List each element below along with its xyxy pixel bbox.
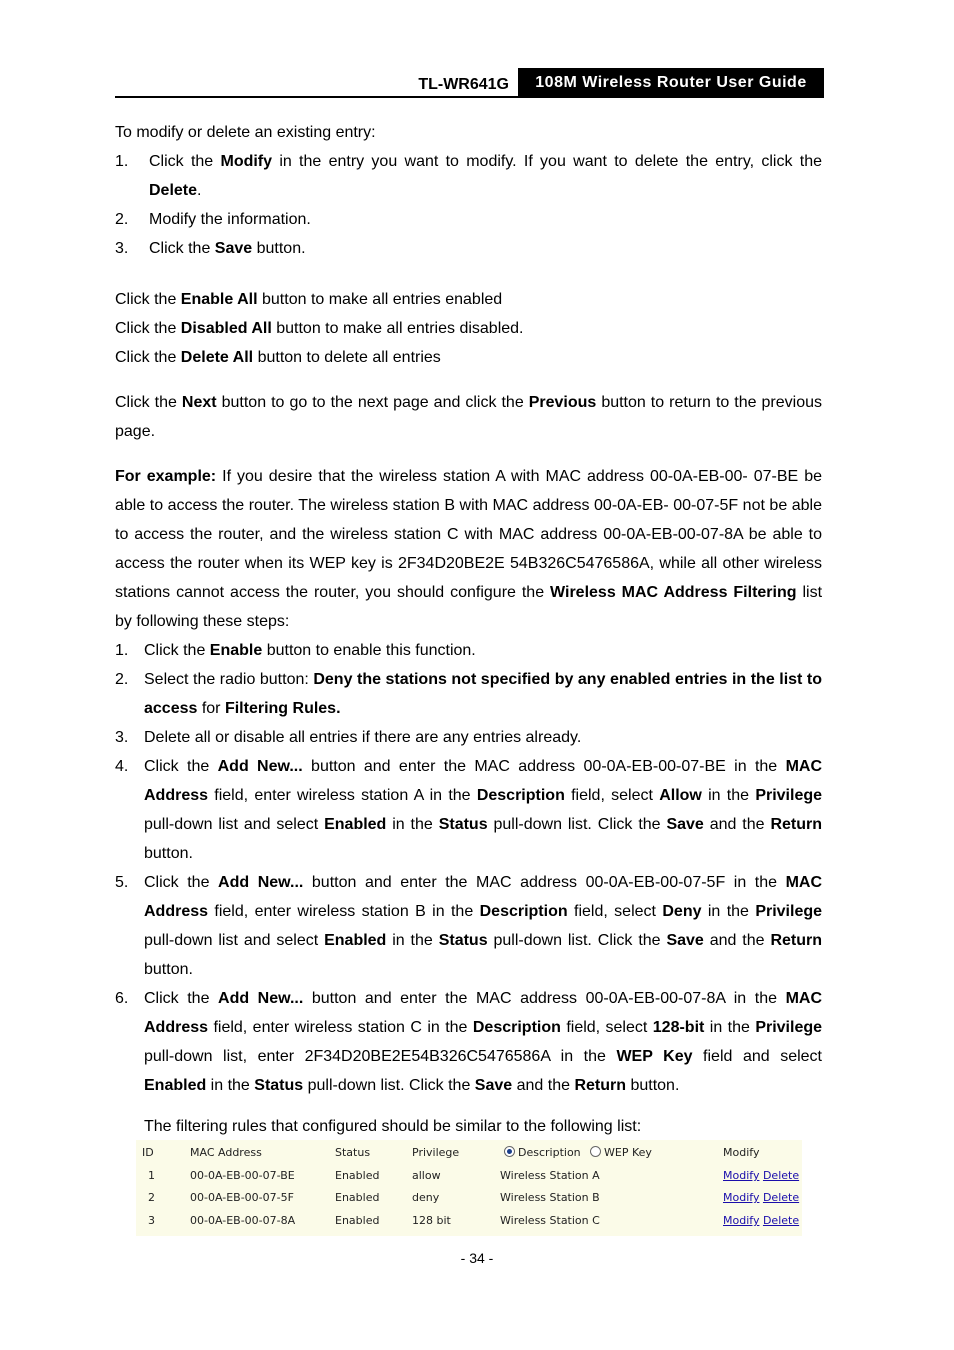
col-privilege: Privilege bbox=[412, 1146, 460, 1159]
header-rule bbox=[115, 96, 824, 98]
description-radio-group[interactable]: Description bbox=[504, 1146, 581, 1159]
intro-text: To modify or delete an existing entry: bbox=[115, 124, 376, 141]
disable-all-line: Click the Disabled All button to make all entries disabled. bbox=[115, 320, 524, 337]
guide-title: 108M Wireless Router User Guide bbox=[518, 68, 824, 96]
delete-link[interactable]: Delete bbox=[762, 1191, 800, 1204]
enable-all-line: Click the Enable All button to make all entries enabled bbox=[115, 291, 503, 308]
delete-all-line: Click the Delete All button to delete all entries bbox=[115, 349, 441, 366]
list-item: 1. Click the Enable button to enable this function. bbox=[115, 642, 476, 659]
list-item: 2. Select the radio button: Deny the stations not specified by any enabled entries in the list to access for Filtering Rules. bbox=[115, 671, 823, 717]
wep-key-radio-group[interactable]: WEP Key bbox=[590, 1146, 652, 1159]
col-mac: MAC Address bbox=[190, 1146, 262, 1159]
col-modify: Modify bbox=[723, 1146, 760, 1159]
delete-link[interactable]: Delete bbox=[762, 1214, 800, 1227]
modify-steps bbox=[115, 147, 822, 263]
page-number: - 34 - bbox=[460, 1250, 494, 1266]
model-name: TL-WR641G bbox=[418, 76, 509, 93]
buttons-section bbox=[115, 285, 822, 372]
example-paragraph: For example: If you desire that the wireless station A with MAC address 00-0A-EB-00- 07-BE be able to access the router. The wireless station B with MAC address 00-0A-EB- 00-07-5F not be able to access the router, and the wireless station C with MAC address 00-0A-EB-00-07-8A be able to access the router when its WEP key is 2F34D20BE2E 54B326C5476586A, while all other wireless stations cannot access the router, you should configure the Wireless MAC Address Filtering list by following these steps: bbox=[115, 468, 823, 630]
radio-icon[interactable] bbox=[590, 1146, 601, 1157]
table-row: 3 00-0A-EB-00-07-8A Enabled 128 bit Wireless Station C Modify Delete bbox=[148, 1214, 800, 1227]
table-row: 2 00-0A-EB-00-07-5F Enabled deny Wireless Station B Modify Delete bbox=[148, 1191, 800, 1204]
nav-paragraph: Click the Next button to go to the next page and click the Previous button to return to the previous page. bbox=[115, 394, 823, 440]
list-item: 6. Click the Add New... button and enter the MAC address 00-0A-EB-00-07-8A in the MAC Address field, enter wireless station C in the Description field, select 128-bit in the Privilege pull-down list, enter 2F34D20BE2E54B326C5476586A in the WEP Key field and select Enabled in the Status pull-down list. Click the Save and the Return button. bbox=[115, 990, 823, 1094]
list-item: 3. Delete all or disable all entries if there are any entries already. bbox=[115, 729, 582, 746]
list-item: 1. Click the Modify in the entry you want to modify. If you want to delete the entry, click the Delete. bbox=[115, 153, 823, 199]
modify-link[interactable]: Modify bbox=[723, 1214, 760, 1227]
list-item: 5. Click the Add New... button and enter the MAC address 00-0A-EB-00-07-5F in the MAC Address field, enter wireless station B in the Description field, select Deny in the Privilege pull-down list and select Enabled in the Status pull-down list. Click the Save and the Return button. bbox=[115, 874, 823, 978]
list-item: 2. Modify the information. bbox=[115, 211, 311, 228]
filter-rules-table bbox=[136, 1140, 802, 1236]
page-header bbox=[115, 68, 824, 98]
table-header-row bbox=[136, 1142, 802, 1164]
body-content bbox=[115, 118, 822, 1141]
col-id: ID bbox=[142, 1146, 154, 1159]
table-intro: The filtering rules that configured should be similar to the following list: bbox=[144, 1118, 642, 1135]
list-item: 3. Click the Save button. bbox=[115, 240, 306, 257]
table-row: 1 00-0A-EB-00-07-BE Enabled allow Wireless Station A Modify Delete bbox=[148, 1169, 800, 1182]
list-item: 4. Click the Add New... button and enter the MAC address 00-0A-EB-00-07-BE in the MAC Address field, enter wireless station A in the Description field, select Allow in the Privilege pull-down list and select Enabled in the Status pull-down list. Click the Save and the Return button. bbox=[115, 758, 823, 862]
modify-link[interactable]: Modify bbox=[723, 1191, 760, 1204]
delete-link[interactable]: Delete bbox=[762, 1169, 800, 1182]
modify-link[interactable]: Modify bbox=[723, 1169, 760, 1182]
example-steps bbox=[115, 636, 822, 1100]
radio-selected-icon[interactable] bbox=[504, 1146, 515, 1157]
col-status: Status bbox=[335, 1146, 371, 1159]
